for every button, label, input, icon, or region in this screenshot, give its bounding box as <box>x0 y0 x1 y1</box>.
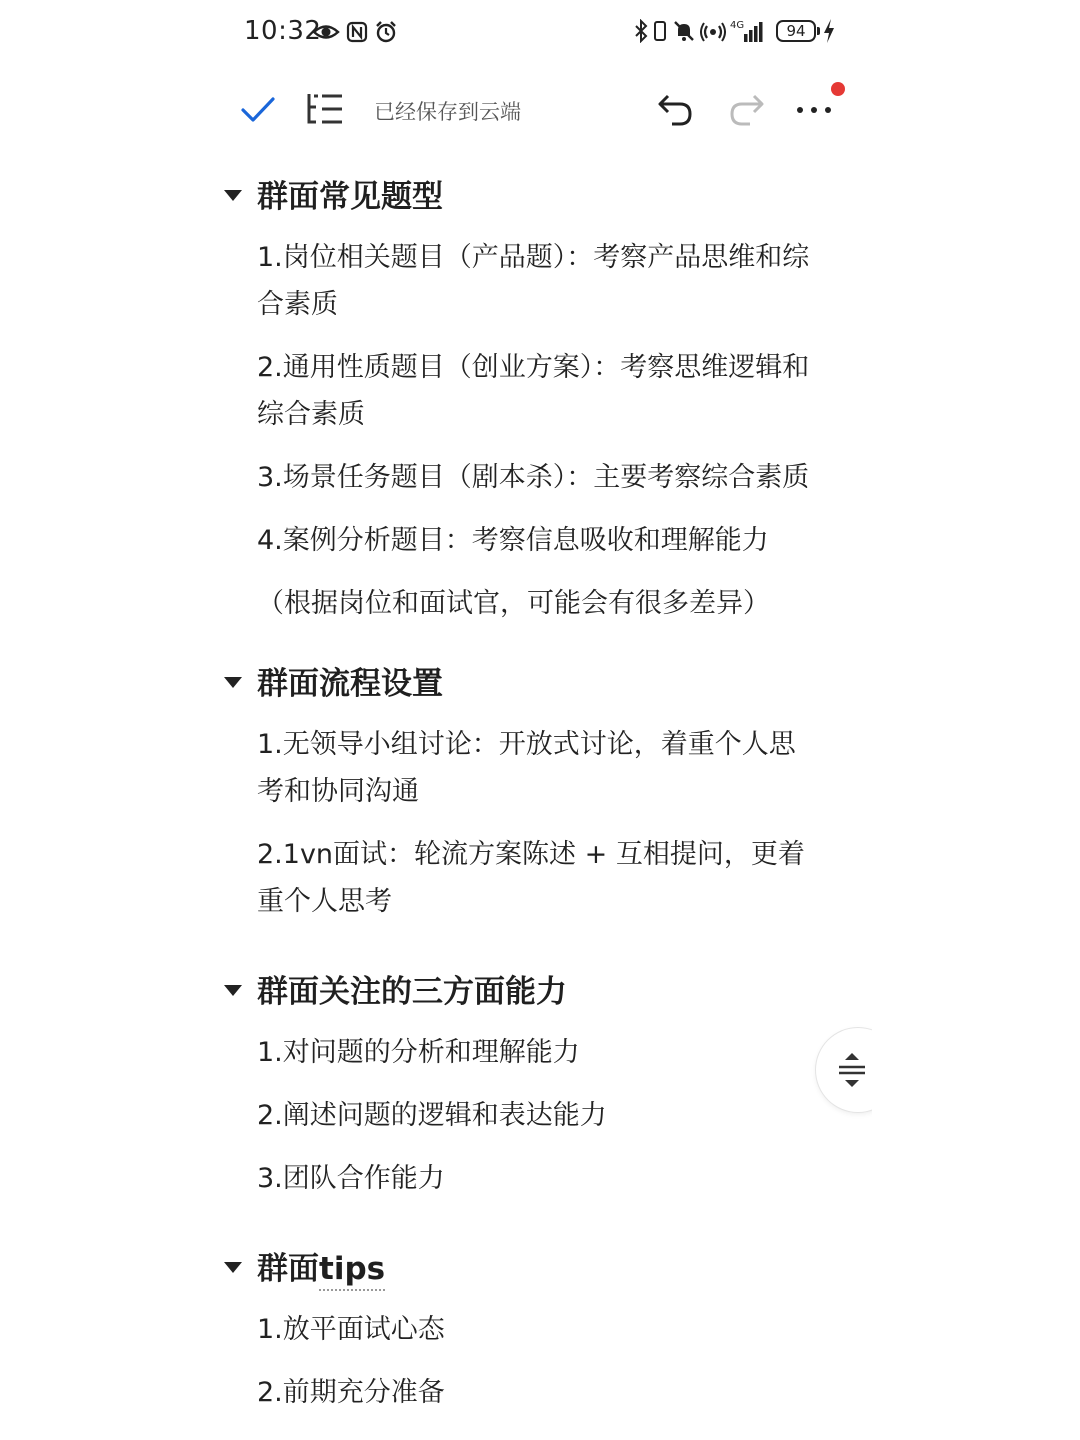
battery-tip <box>817 27 820 35</box>
collapse-arrows-icon <box>836 1050 868 1090</box>
done-check-icon[interactable] <box>240 94 276 130</box>
list-item: 3.场景任务题目（剧本杀）：主要考察综合素质 <box>257 462 810 493</box>
section-spacer <box>224 1210 824 1232</box>
section-question-types <box>224 160 824 647</box>
section-title <box>257 1243 385 1288</box>
list-item: 2.前期充分准备 <box>257 1377 445 1408</box>
vibrate-icon <box>652 19 668 47</box>
redo-icon[interactable] <box>726 90 766 134</box>
eye-icon <box>312 21 340 47</box>
bluetooth-icon <box>634 19 648 47</box>
status-right-icons <box>634 18 768 48</box>
alarm-icon <box>374 20 398 48</box>
list-item: 3.团队合作能力 <box>257 1163 445 1194</box>
notification-dot <box>831 82 845 96</box>
section-header[interactable] <box>224 160 824 226</box>
list-item: 1.无领导小组讨论：开放式讨论，着重个人思考和协同沟通 <box>257 729 796 807</box>
nfc-icon <box>346 21 368 47</box>
section-tips <box>224 1232 824 1424</box>
charging-icon <box>822 18 836 48</box>
title-prefix: 群面 <box>257 1250 319 1287</box>
mute-icon <box>672 19 696 47</box>
spellcheck-underlined-word[interactable]: tips <box>319 1251 385 1291</box>
save-status: 已经保存到云端 <box>374 100 521 124</box>
section-title: 群面关注的三方面能力 <box>257 973 567 1010</box>
signal-icon <box>730 18 768 48</box>
list-item: 1.放平面试心态 <box>257 1314 445 1345</box>
section-abilities <box>224 955 824 1232</box>
collapse-caret-icon[interactable] <box>224 985 242 996</box>
outline-icon[interactable] <box>304 90 344 134</box>
list-item: 1.岗位相关题目（产品题）：考察产品思维和综合素质 <box>257 242 810 320</box>
document-body <box>224 160 824 1424</box>
status-left-icons <box>312 20 398 48</box>
battery-icon: 94 <box>776 20 816 42</box>
section-header[interactable] <box>224 955 824 1021</box>
list-item: 2.通用性质题目（创业方案）：考察思维逻辑和综合素质 <box>257 352 810 430</box>
section-title: 群面流程设置 <box>257 665 443 702</box>
section-header[interactable] <box>224 647 824 713</box>
section-title: 群面常见题型 <box>257 178 443 215</box>
status-time: 10:32 <box>244 16 322 46</box>
section-header[interactable] <box>224 1232 824 1298</box>
list-item: 4.案例分析题目：考察信息吸收和理解能力 <box>257 525 769 556</box>
list-item: 2.1vn面试：轮流方案陈述 + 互相提问，更着重个人思考 <box>257 839 805 917</box>
list-item: 2.阐述问题的逻辑和表达能力 <box>257 1100 607 1131</box>
screen-edge-mask <box>872 1000 1080 1140</box>
list-item: 1.对问题的分析和理解能力 <box>257 1037 580 1068</box>
collapse-caret-icon[interactable] <box>224 190 242 201</box>
collapse-caret-icon[interactable] <box>224 1262 242 1273</box>
section-process <box>224 647 824 955</box>
hotspot-icon <box>700 19 726 47</box>
status-bar <box>0 0 1080 68</box>
editor-toolbar <box>0 76 1080 146</box>
section-spacer <box>224 933 824 955</box>
collapse-caret-icon[interactable] <box>224 677 242 688</box>
undo-icon[interactable] <box>656 90 696 134</box>
note-text: （根据岗位和面试官，可能会有很多差异） <box>257 588 770 619</box>
more-options-icon[interactable] <box>794 92 834 132</box>
network-type: 4G <box>730 20 745 31</box>
